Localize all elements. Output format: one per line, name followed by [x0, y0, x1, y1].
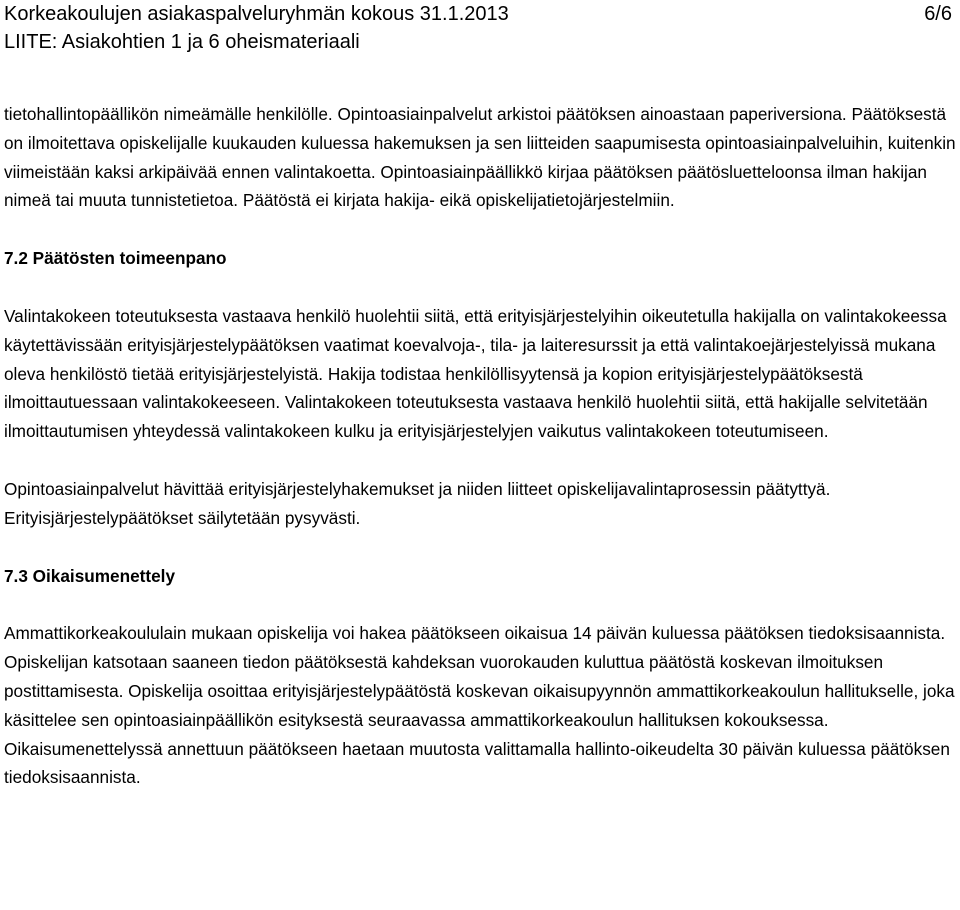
- paragraph-decision-archiving: tietohallintopäällikön nimeämälle henkilölle. Opintoasiainpalvelut arkistoi päätöksen ainoastaan paperiversiona. Päätöksestä on ilmoitettava opiskelijalle kuukauden kuluessa hakemuksen ja sen liitteiden saapumisesta opintoasiainpalveluihin, kuitenkin viimeistään kaksi arkipäivää ennen valintakoetta. Opintoasiainpäällikkö kirjaa päätöksen päätösluetteloonsa ilman hakijan nimeä tai muuta tunnistetietoa. Päätöstä ei kirjata hakija- eikä opiskelijatietojärjestelmiin.: [4, 104, 956, 211]
- page-header: [4, 0, 956, 60]
- paragraph-implementation: Valintakokeen toteutuksesta vastaava henkilö huolehtii siitä, että erityisjärjestelyihin oikeutetulla hakijalla on valintakokeessa käytettävissään erityisjärjestelypäätöksen vaatimat koevalvoja-, tila- ja laiteresurssit ja että valintakoejärjestelyissä mukana oleva henkilöstö tietää erityisjärjestelyistä. Hakija todistaa henkilöllisyytensä ja kopion erityisjärjestelypäätöksestä ilmoittautuessaan valintakokeeseen. Valintakokeen toteutuksesta vastaava henkilö huolehtii siitä, että hakijalle selvitetään ilmoittautumisen yhteydessä valintakokeen kulku ja erityisjärjestelyjen vaikutus valintakokeen toteutumiseen.: [4, 305, 947, 442]
- paragraph-disposal: Opintoasiainpalvelut hävittää erityisjärjestelyhakemukset ja niiden liitteet opiskelijavalintaprosessin päätyttyä. Erityisjärjestelypäätökset säilytetään pysyvästi.: [4, 478, 831, 528]
- document-page: [4, 0, 956, 788]
- section-heading-7-3: 7.3 Oikaisumenettely: [4, 565, 176, 586]
- section-heading-7-2: 7.2 Päätösten toimeenpano: [4, 248, 227, 269]
- paragraph-appeal-procedure: Ammattikorkeakoululain mukaan opiskelija voi hakea päätökseen oikaisua 14 päivän kuluessa päätöksen tiedoksisaannista. Opiskelijan katsotaan saaneen tiedon päätöksestä kahdeksan vuorokauden kuluttua päätöstä koskevan ilmoituksen postittamisesta. Opiskelija osoittaa erityisjärjestelypäätöstä koskevan oikaisupyynnön ammattikorkeakoulun hallitukselle, joka käsittelee sen opintoasiainpäällikön esityksestä seuraavassa ammattikorkeakoulun hallituksen kokouksessa. Oikaisumenettelyssä annettuun päätökseen haetaan muutosta valittamalla hallinto-oikeudelta 30 päivän kuluessa päätöksen tiedoksisaannista.: [4, 623, 955, 788]
- header-subtitle: LIITE: Asiakohtien 1 ja 6 oheismateriaali: [4, 31, 360, 53]
- page-number: 6/6: [924, 3, 952, 25]
- header-title: Korkeakoulujen asiakaspalveluryhmän kokous 31.1.2013: [4, 3, 509, 25]
- document-body: [4, 100, 956, 792]
